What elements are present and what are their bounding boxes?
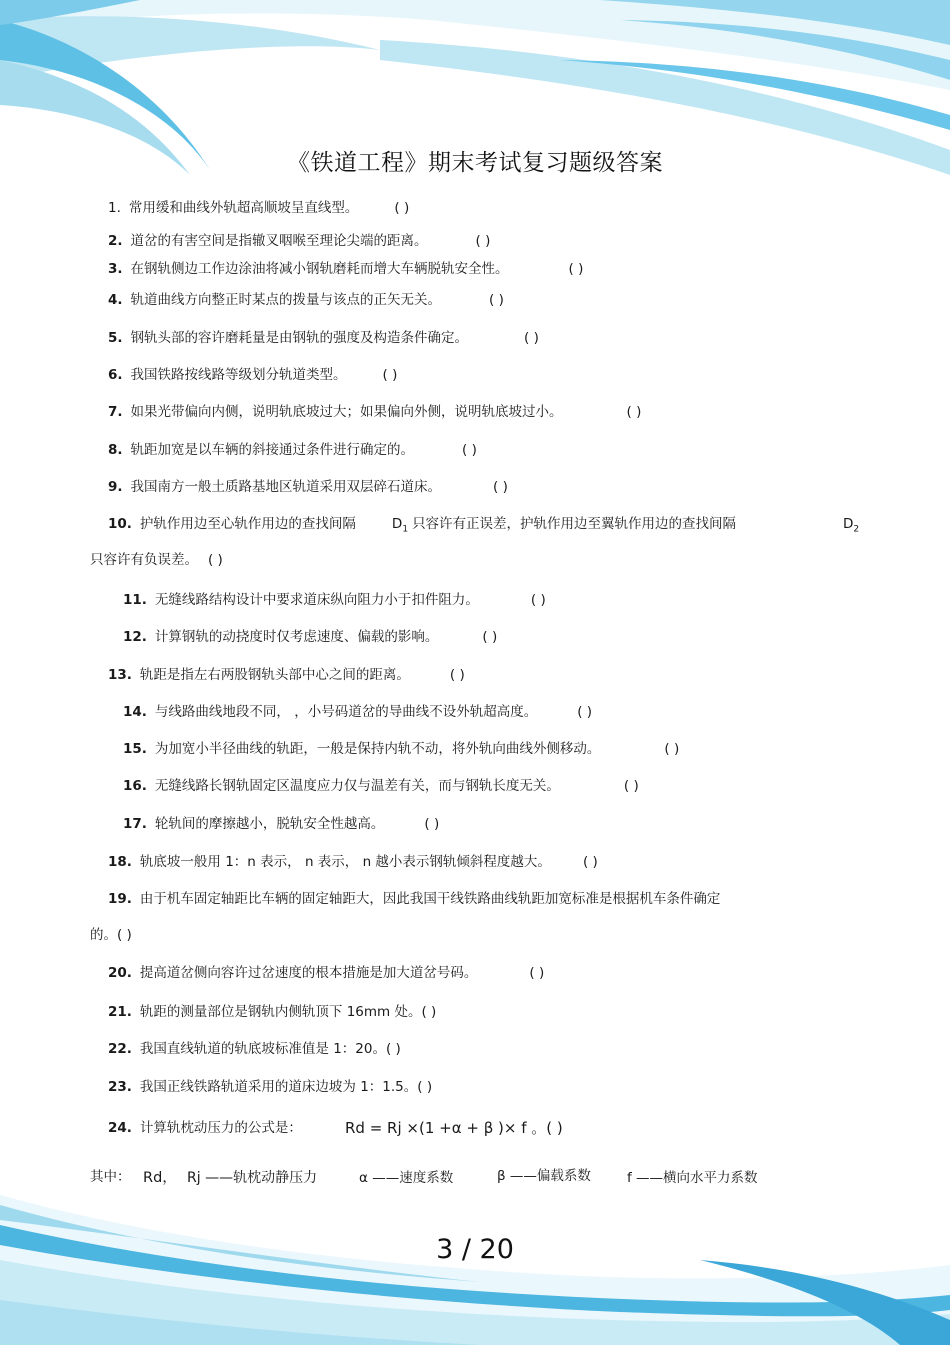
question-text: 我国铁路按线路等级划分轨道类型。 <box>130 367 347 383</box>
question-9 <box>108 477 508 497</box>
question-15 <box>123 739 679 759</box>
note-alpha: α ——速度系数 <box>359 1170 454 1186</box>
answer-blank[interactable]: ( ) <box>462 442 477 458</box>
question-text: 在钢轨侧边工作边涂油将减小钢轨磨耗而增大车辆脱轨安全性。 <box>130 261 509 277</box>
question-7 <box>108 402 641 422</box>
answer-blank[interactable]: ( ) <box>623 778 639 794</box>
note-rd: Rd， <box>143 1170 177 1186</box>
question-number: 10. <box>108 516 132 532</box>
question-text: 我国正线铁路轨道采用的道床边坡为 1：1.5。( ) <box>139 1079 433 1095</box>
question-text: 轨距加宽是以车辆的斜接通过条件进行确定的。 <box>130 442 415 458</box>
note-prefix: 其中： <box>90 1169 131 1185</box>
question-text: 道岔的有害空间是指辙叉咽喉至理论尖端的距离。 <box>130 233 428 249</box>
question-number: 22. <box>108 1041 132 1057</box>
question-text: 无缝线路结构设计中要求道床纵向阻力小于扣件阻力。 <box>154 592 479 608</box>
question-20 <box>108 963 544 983</box>
question-number: 7. <box>108 404 123 420</box>
question-number: 16. <box>123 778 147 794</box>
question-2 <box>108 231 490 251</box>
question-23 <box>108 1077 432 1097</box>
question-19-continuation: 的。( ) <box>90 927 132 943</box>
answer-blank[interactable]: ( ) <box>524 330 539 346</box>
answer-blank[interactable]: ( ) <box>482 629 498 645</box>
question-number: 24. <box>108 1120 132 1136</box>
question-number: 18. <box>108 854 132 870</box>
question-number: 17. <box>123 816 147 832</box>
d1-symbol: D <box>391 516 403 532</box>
question-17 <box>123 814 439 834</box>
note-f: f ——横向水平力系数 <box>627 1170 758 1186</box>
question-text: 为加宽小半径曲线的轨距，一般是保持内轨不动，将外轨向曲线外侧移动。 <box>154 741 601 757</box>
question-8 <box>108 440 477 460</box>
question-number: 1. <box>108 200 121 216</box>
question-6 <box>108 365 397 385</box>
answer-blank[interactable]: ( ) <box>664 741 680 757</box>
answer-blank[interactable]: ( ) <box>489 292 504 308</box>
question-18 <box>108 852 598 872</box>
question-number: 11. <box>123 592 147 608</box>
question-10-continuation <box>90 550 223 570</box>
question-number: 9. <box>108 479 123 495</box>
question-13 <box>108 665 465 685</box>
question-number: 21. <box>108 1004 132 1020</box>
answer-blank[interactable]: ( ) <box>493 479 508 495</box>
question-text: 由于机车固定轴距比车辆的固定轴距大，因此我国干线铁路曲线轨距加宽标准是根据机车条件确定 <box>139 891 721 907</box>
question-number: 14. <box>123 704 147 720</box>
answer-blank[interactable]: ( ) <box>208 552 223 568</box>
question-11 <box>123 590 546 610</box>
answer-blank[interactable]: ( ) <box>530 592 546 608</box>
answer-blank[interactable]: ( ) <box>568 261 584 277</box>
question-number: 15. <box>123 741 147 757</box>
question-3 <box>108 259 583 279</box>
question-text: 计算轨枕动压力的公式是： <box>139 1120 302 1136</box>
question-21 <box>108 1002 436 1022</box>
question-text: 与线路曲线地段不同， ，小号码道岔的导曲线不设外轨超高度。 <box>154 704 538 720</box>
question-text: 钢轨头部的容许磨耗量是由钢轨的强度及构造条件确定。 <box>130 330 469 346</box>
question-text: 常用缓和曲线外轨超高顺坡呈直线型。 <box>128 200 359 216</box>
question-text: 护轨作用边至心轨作用边的查找间隔 <box>139 516 356 532</box>
question-14 <box>123 702 592 722</box>
question-text: 我国南方一般土质路基地区轨道采用双层碎石道床。 <box>130 479 442 495</box>
question-text: 轨底坡一般用 1：n 表示， n 表示， n 越小表示钢轨倾斜程度越大。 <box>139 854 551 870</box>
question-19 <box>108 889 720 909</box>
question-text: 如果光带偏向内侧，说明轨底坡过大；如果偏向外侧，说明轨底坡过小。 <box>130 404 563 420</box>
question-text: 计算钢轨的动挠度时仅考虑速度、偏载的影响。 <box>154 629 439 645</box>
question-16 <box>123 776 639 796</box>
question-5 <box>108 328 539 348</box>
answer-blank[interactable]: ( ) <box>424 816 440 832</box>
question-number: 19. <box>108 891 132 907</box>
question-text: 提高道岔侧向容许过岔速度的根本措施是加大道岔号码。 <box>139 965 478 981</box>
question-10 <box>108 514 736 540</box>
question-number: 3. <box>108 261 123 277</box>
question-number: 23. <box>108 1079 132 1095</box>
question-4 <box>108 290 504 310</box>
answer-blank[interactable]: ( ) <box>449 667 465 683</box>
d2-subscript: 2 <box>853 524 860 535</box>
question-text: 轨距是指左右两股钢轨头部中心之间的距离。 <box>139 667 410 683</box>
question-22 <box>108 1039 401 1059</box>
question-number: 13. <box>108 667 132 683</box>
question-text-2: 只容许有正误差，护轨作用边至翼轨作用边的查找间隔 <box>412 516 737 532</box>
question-24 <box>108 1118 302 1138</box>
question-number: 4. <box>108 292 123 308</box>
question-text-cont: 只容许有负误差。 <box>90 552 198 568</box>
question-number: 8. <box>108 442 123 458</box>
question-number: 5. <box>108 330 123 346</box>
question-12 <box>123 627 497 647</box>
question-number: 2. <box>108 233 123 249</box>
question-number: 20. <box>108 965 132 981</box>
question-number: 12. <box>123 629 147 645</box>
answer-blank[interactable]: ( ) <box>394 200 410 216</box>
page-number: 3 / 20 <box>436 1234 514 1265</box>
question-text: 无缝线路长钢轨固定区温度应力仅与温差有关，而与钢轨长度无关。 <box>154 778 560 794</box>
question-text: 轨距的测量部位是钢轨内侧轨顶下 16mm 处。( ) <box>139 1004 437 1020</box>
answer-blank[interactable]: ( ) <box>626 404 642 420</box>
note-beta: β ——偏载系数 <box>497 1168 591 1184</box>
question-text: 轨道曲线方向整正时某点的拨量与该点的正矢无关。 <box>130 292 442 308</box>
d1-subscript: 1 <box>402 524 409 535</box>
answer-blank[interactable]: ( ) <box>475 233 491 249</box>
d2-symbol: D <box>843 516 854 532</box>
d2-label <box>843 514 859 540</box>
question-text: 轮轨间的摩擦越小，脱轨安全性越高。 <box>154 816 385 832</box>
document-title: 《铁道工程》期末考试复习题级答案 <box>287 150 663 176</box>
answer-blank[interactable]: ( ) <box>577 704 593 720</box>
question-text: 我国直线轨道的轨底坡标准值是 1：20。( ) <box>139 1041 401 1057</box>
question-1 <box>108 198 409 218</box>
question-number: 6. <box>108 367 123 383</box>
answer-blank[interactable]: ( ) <box>582 854 598 870</box>
dynamic-pressure-formula: Rd = Rj ×(1 +α + β )× f 。( ) <box>345 1119 563 1137</box>
answer-blank[interactable]: ( ) <box>529 965 545 981</box>
answer-blank[interactable]: ( ) <box>382 367 398 383</box>
note-rj: Rj ——轨枕动静压力 <box>187 1170 318 1186</box>
